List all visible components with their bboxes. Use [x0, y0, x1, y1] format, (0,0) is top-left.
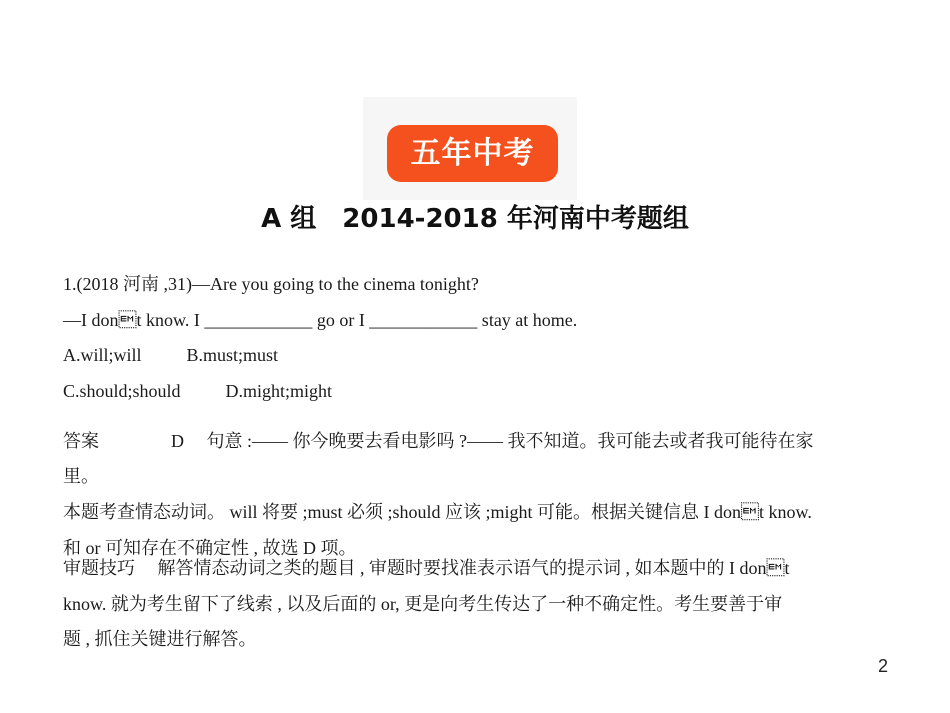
badge-container	[363, 97, 577, 200]
answer-line-2: 里。	[63, 466, 99, 486]
group-title: A 组 2014-2018 年河南中考题组	[261, 204, 689, 234]
options-row-1: A.will;will B.must;must	[63, 345, 279, 365]
answer-line-6: know. 就为考生留下了线索 , 以及后面的 or, 更是向考生传达了一种不确定性。考生要善于审	[63, 594, 783, 614]
answer-line-3: 本题考查情态动词。 will 将要 ;must 必须 ;should 应该 ;might 可能。根据关键信息 I dont know.	[63, 502, 812, 522]
question-line-2: —I dont know. I ____________ go or I ____________ stay at home.	[63, 310, 578, 330]
options-row-2: C.should;should D.might;might	[63, 381, 333, 401]
badge-five-year-exam: 五年中考	[387, 125, 558, 182]
answer-line-5: 审题技巧 解答情态动词之类的题目 , 审题时要找准表示语气的提示词 , 如本题中的 I dont	[63, 558, 790, 578]
answer-line-4: 和 or 可知存在不确定性 , 故选 D 项。	[63, 538, 357, 558]
answer-line-1: 答案 D 句意 :—— 你今晚要去看电影吗 ?—— 我不知道。我可能去或者我可能待在家	[63, 431, 814, 451]
answer-line-7: 题 , 抓住关键进行解答。	[63, 629, 257, 649]
question-stem: 1.(2018 河南 ,31)—Are you going to the cinema tonight?	[63, 274, 479, 294]
page-number: 2	[878, 656, 889, 676]
